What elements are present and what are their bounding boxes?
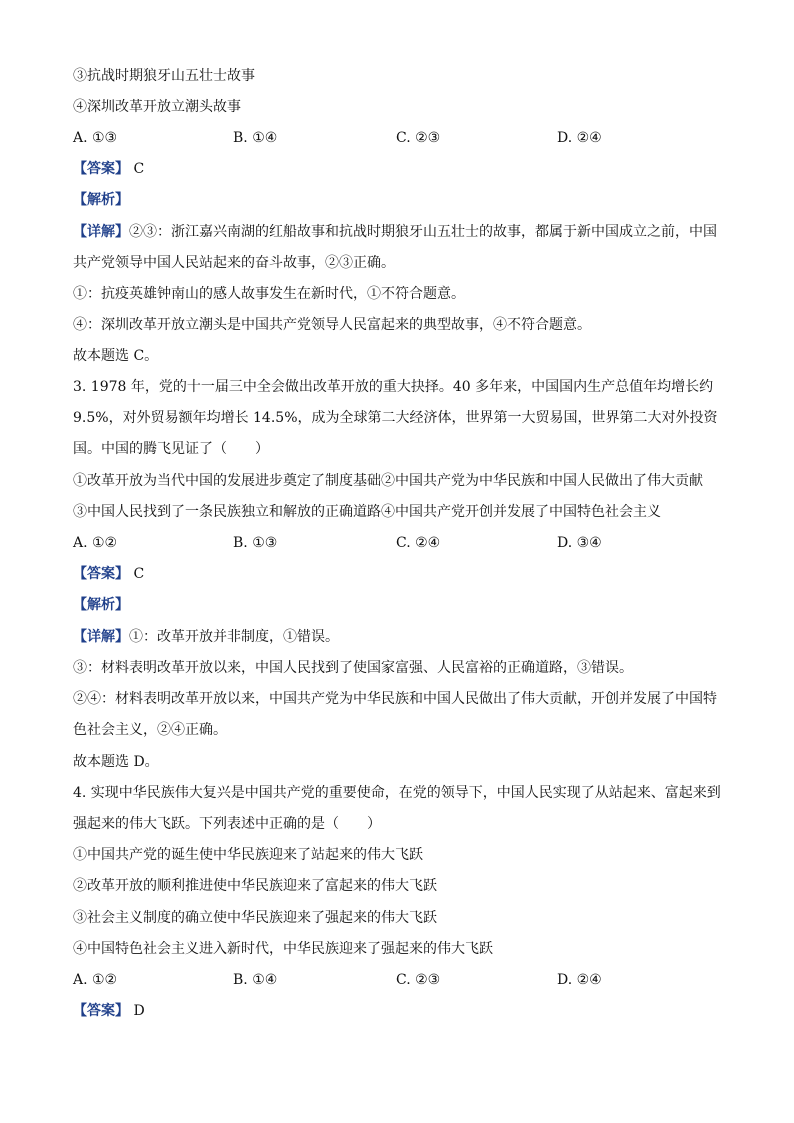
q4-stem-line-2: 强起来的伟大飞跃。下列表述中正确的是（ ）	[73, 816, 381, 832]
q4-item-3: ③社会主义制度的确立使中华民族迎来了强起来的伟大飞跃	[73, 910, 437, 926]
q2-option-b: B. ①④	[233, 130, 278, 146]
answer-value: C	[129, 161, 145, 177]
q4-option-b: B. ①④	[233, 972, 278, 988]
q2-option-c: C. ②③	[396, 130, 441, 146]
q3-items-line-1: ①改革开放为当代中国的发展进步奠定了制度基础②中国共产党为中华民族和中国人民做出了伟大贡献	[73, 473, 703, 489]
answer-tag: 答案	[87, 566, 115, 582]
q3-options	[73, 533, 733, 553]
q3-option-d: D. ③④	[557, 535, 602, 551]
q3-answer: 【答案】 C	[73, 566, 145, 582]
q2-answer: 【答案】 C	[73, 161, 145, 177]
q2-item-4: ④深圳改革开放立潮头故事	[73, 99, 241, 115]
q3-option-c: C. ②④	[396, 535, 441, 551]
q2-option-d: D. ②④	[557, 130, 602, 146]
q3-analysis-heading: 【解析】	[73, 597, 129, 613]
q2-item-3: ③抗战时期狼牙山五壮士故事	[73, 68, 255, 84]
answer-value: C	[129, 566, 145, 582]
q4-option-c: C. ②③	[396, 972, 441, 988]
q2-detail-line-3: ①：抗疫英雄钟南山的感人故事发生在新时代，①不符合题意。	[73, 286, 465, 302]
q3-detail-line-3: ②④：材料表明改革开放以来，中国共产党为中华民族和中国人民做出了伟大贡献，开创并发展了中国特	[73, 691, 717, 707]
q3-items-line-2: ③中国人民找到了一条民族独立和解放的正确道路④中国共产党开创并发展了中国特色社会主义	[73, 504, 661, 520]
q3-stem-line-3: 国。中国的腾飞见证了（ ）	[73, 441, 269, 457]
q3-conclusion: 故本题选 D。	[73, 754, 159, 770]
detail-text: ②③：浙江嘉兴南湖的红船故事和抗战时期狼牙山五壮士的故事，都属于新中国成立之前，中国	[129, 224, 717, 240]
answer-tag: 答案	[87, 1003, 115, 1019]
q4-item-1: ①中国共产党的诞生使中华民族迎来了站起来的伟大飞跃	[73, 847, 423, 863]
answer-tag: 答案	[87, 161, 115, 177]
q3-detail-line-2: ③：材料表明改革开放以来，中国人民找到了使国家富强、人民富裕的正确道路，③错误。	[73, 660, 633, 676]
q2-detail-line-2: 共产党领导中国人民站起来的奋斗故事，②③正确。	[73, 255, 395, 271]
answer-value: D	[129, 1003, 145, 1019]
analysis-tag: 解析	[87, 597, 115, 613]
q4-option-d: D. ②④	[557, 972, 602, 988]
q4-option-a: A. ①②	[73, 972, 118, 988]
analysis-tag: 解析	[87, 192, 115, 208]
q2-detail-line-4: ④：深圳改革开放立潮头是中国共产党领导人民富起来的典型故事，④不符合题意。	[73, 317, 591, 333]
q3-stem-line-1: 3. 1978 年，党的十一届三中全会做出改革开放的重大抉择。40 多年来，中国国内生产总值年均增长约	[73, 379, 714, 395]
q2-detail-line-1: 【详解】②③：浙江嘉兴南湖的红船故事和抗战时期狼牙山五壮士的故事，都属于新中国成立之前，中国	[73, 224, 717, 240]
q3-option-a: A. ①②	[73, 535, 118, 551]
q4-stem-line-1: 4. 实现中华民族伟大复兴是中国共产党的重要使命，在党的领导下，中国人民实现了从站起来、富起来到	[73, 785, 721, 801]
q3-detail-line-1: 【详解】①：改革开放并非制度，①错误。	[73, 629, 339, 645]
q4-options	[73, 970, 733, 990]
q4-answer: 【答案】 D	[73, 1003, 145, 1019]
detail-tag: 详解	[87, 224, 115, 240]
q2-conclusion: 故本题选 C。	[73, 348, 159, 364]
q3-detail-line-4: 色社会主义，②④正确。	[73, 722, 227, 738]
q2-analysis-heading: 【解析】	[73, 192, 129, 208]
q3-option-b: B. ①③	[233, 535, 278, 551]
q4-item-2: ②改革开放的顺利推进使中华民族迎来了富起来的伟大飞跃	[73, 878, 437, 894]
q4-item-4: ④中国特色社会主义进入新时代，中华民族迎来了强起来的伟大飞跃	[73, 941, 493, 957]
q3-stem-line-2: 9.5%，对外贸易额年均增长 14.5%，成为全球第二大经济体，世界第一大贸易国，世界第二大对外投资	[73, 410, 718, 426]
detail-text: ①：改革开放并非制度，①错误。	[129, 629, 339, 645]
q2-option-a: A. ①③	[73, 130, 118, 146]
detail-tag: 详解	[87, 629, 115, 645]
q2-options	[73, 128, 733, 148]
